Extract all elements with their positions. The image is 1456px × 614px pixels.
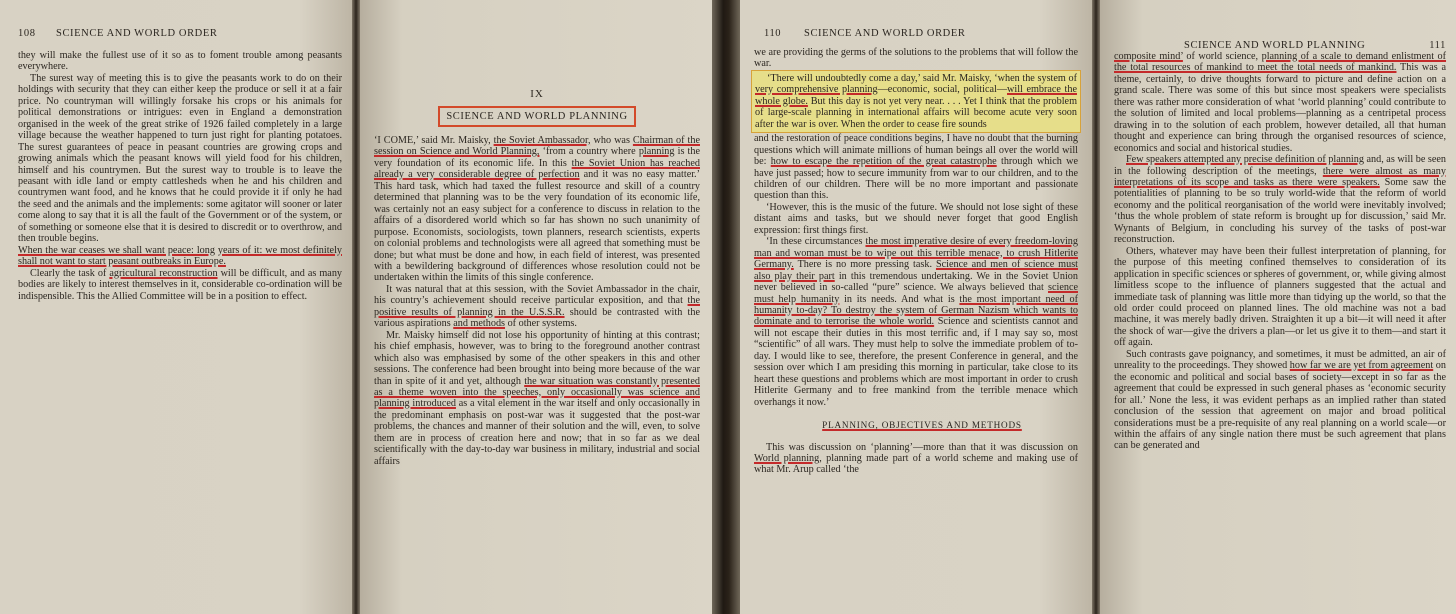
highlight-underline: planning of a scale to demand enlistment of the total resources of mankind to meet the total needs of mankind. bbox=[1114, 51, 1447, 74]
highlight-underline: World planning, bbox=[754, 452, 822, 464]
paragraph: Such contrasts gave poignancy, and sometimes, it must be admitted, an air of unreality to the proceedings. They showed how far we are yet from agreement on the economic and political and social bases of society—except in so far as the agreement that could be expressed in such general phases as ‘economic security for all.’ None the less, it was evident perhaps as an implied rather than stated conclusion of the session that agreement on major and broad political considerations must be a pre-requisite of any real planning on a world scale—or within the affairs of any single nation there must be such agreement that plans can be generated and bbox=[1114, 348, 1446, 452]
paragraph: Others, whatever may have been their fullest interpretation of planning, for the purpose of this meeting confined themselves to consideration of its application in specific sciences or spheres of government, or, while giving almost limitless scope to the influence of planners suggested that the actual and immediate task of planning was little more than tidying up the world, so that the old order could proceed on planned lines. The old machine was not a bad machine, it was merely badly driven. Straighten it up a bit—it will need it after the shock of war—give the drivers a plan—or let us give it to them—and start it off again. bbox=[1114, 245, 1447, 349]
highlight-underline: will embrace the whole globe. bbox=[755, 84, 1077, 107]
highlight-underline: Chairman of the session on Science and World Planning, bbox=[374, 135, 700, 158]
running-head-title: SCIENCE AND WORLD ORDER bbox=[804, 28, 966, 39]
highlight-underline: the Soviet Union has reached already a very considerable degree of perfection bbox=[374, 157, 700, 181]
highlight-underline: composite mind’ bbox=[1114, 51, 1183, 62]
highlight-underline: how far we are yet from agreement bbox=[1289, 360, 1434, 372]
highlight-underline: Few speakers attempted any precise definition of planning bbox=[1126, 154, 1364, 166]
paragraph: ‘In these circumstances the most imperative desire of every freedom-loving man and woman must be to wipe out this terrible menace, to crush Hitlerite Germany. There is no more pressing task. Science and men of science must also play their part in this tremendous undertaking. We in the Soviet Union never believed in so-called “pure” science. We always believed that science must help humanity in its needs. And what is the most important need of humanity to-day? To destroy the system of German Nazism which wants to dominate and to terrorise the whole world. Science and scientists cannot and will not escape their duties in this most terrific and, if I may say so, most “scientific” of all wars. They must help to solve the immediate problem of to-day. I would like to see, therefore, the present Conference in general, and the session over which I am presiding this morning in particular, take close to its heart these questions and problems which are most important in order to crush Hitlerite Germany and to free mankind from the terrible menace which overhangs it now.’ bbox=[754, 236, 1079, 408]
page-body bbox=[374, 135, 700, 467]
highlight-underline: there were almost as many interpretations of its scope and tasks as there were speakers. bbox=[1114, 165, 1446, 188]
paragraph: Few speakers attempted any precise definition of planning and, as will be seen in the following description of the meetings, there were almost as many interpretations of its scope and tasks as there were speakers. Some saw the potentialities of planning to be so truly world-wide that the reform of world economy and the political reorganisation of the world were inevitably involved; ‘thus the whole problem of state reform is brought up for discussion,’ said Mr. Wynants of Belgium, in concluding his survey of the tasks of post-war reconstruction. bbox=[1114, 154, 1446, 246]
running-head bbox=[1114, 40, 1446, 54]
paragraph: Mr. Maisky himself did not lose his opportunity of hinting at this contrast; his chief emphasis, however, was to bring to the foreground another contrast which also was emphasised by some of the other speakers in this and other sessions. The conference had been brought into being more because of the war than in spite of it and yet, although the war situation was constantly presented as a theme woven into the speeches, only occasionally was science and planning introduced as a vital element in the war itself and only occasionally in the predominant emphasis on post-war was it suggested that the post-war problems, the chances and manner of their solution and the will, even, to solve them are in process of creation here and now; that in so far as we deal scientifically with the day-to-day war business in military, industrial and social affairs bbox=[374, 329, 700, 467]
running-head-title: SCIENCE AND WORLD ORDER bbox=[56, 28, 218, 39]
page-108 bbox=[0, 0, 352, 614]
page-number: 108 bbox=[18, 28, 36, 39]
book-gutter bbox=[1092, 0, 1100, 614]
highlight-underline: planning bbox=[638, 146, 675, 158]
paragraph: ‘There will undoubtedly come a day,’ said Mr. Maisky, ‘when the system of very comprehensive planning—economic, social, political—will embrace the whole globe. But this day is not yet very near. . . . Yet I think that the problem of large-scale planning in international affairs will become acute very soon after the war is over. When the order to cease fire sounds bbox=[755, 72, 1078, 130]
page-body bbox=[1114, 51, 1446, 452]
highlight-underline: agricultural reconstruction bbox=[109, 267, 218, 279]
highlight-underline: and methods bbox=[453, 318, 506, 330]
paragraph: they will make the fullest use of it so as to foment trouble among peasants everywhere. bbox=[18, 50, 342, 73]
section-heading: PLANNING, OBJECTIVES AND METHODS bbox=[822, 420, 1022, 431]
highlight-underline: the Soviet Ambassador, bbox=[493, 135, 591, 146]
spread-divider bbox=[712, 0, 740, 614]
chapter-number: IX bbox=[530, 88, 544, 100]
page-body bbox=[754, 47, 1078, 476]
highlight-underline: very comprehensive planning bbox=[755, 84, 878, 96]
chapter-title-boxed: SCIENCE AND WORLD PLANNING bbox=[438, 106, 635, 127]
highlight-underline: the most imperative desire of every freedom-loving man and woman must be to wipe out this terrible menace, to crush Hitlerite Germany. bbox=[754, 236, 1078, 271]
running-head-title: SCIENCE AND WORLD PLANNING bbox=[1184, 40, 1366, 51]
highlight-underline: the most important need of humanity to-day? To destroy the system of German Nazism which wants to dominate and to terrorise the whole world. bbox=[754, 293, 1078, 328]
paragraph: It was natural that at this session, with the Soviet Ambassador in the chair, his country’s achievement should receive particular exposition, and that the positive results of planning in the U.S.S.R. should be contrasted with the various aspirations and methods of other systems. bbox=[374, 283, 700, 330]
highlighted-quote-box bbox=[751, 70, 1081, 133]
book-gutter bbox=[352, 0, 360, 614]
paragraph: This was discussion on ‘planning’—more than that it was discussion on World planning, planning made part of a world scheme and making use of what Mr. Arup called ‘the bbox=[754, 441, 1078, 476]
highlight-underline: the positive results of planning in the U.S.S.R. bbox=[374, 295, 700, 318]
paragraph: and the restoration of peace conditions begins, I have no doubt that the burning questions which will animate millions of human beings all over the world will be: how to escape the repetition of the great catastrophe through which we have just passed; how to secure immunity from war to our children, and to the children of our children. There will be no more important and passionate question than this. bbox=[754, 133, 1079, 202]
highlight-underline: Science and men of science must also play their part bbox=[754, 259, 1078, 282]
page-111 bbox=[1100, 0, 1456, 614]
highlight-underline: the war situation was constantly presented as a theme woven into the speeches, only occasionally was science and planning introduced bbox=[374, 375, 700, 410]
paragraph: composite mind’ of world science, planning of a scale to demand enlistment of the total resources of mankind to meet the total needs of mankind. This was a theme, certainly, to drive thoughts forward to picture and define action on a grand scale. There was some of this but since most speakers were specialists there was rather more consideration of what ‘world planning’ could contribute to the solution of limited and local problems—planning as a centripetal process drawing in to the solution of each problem, however detailed, all that human thought and experience can bring through the organised resources of science, economics and social and historical studies. bbox=[1114, 51, 1447, 154]
page-body bbox=[18, 50, 342, 302]
paragraph: ‘I COME,’ said Mr. Maisky, the Soviet Ambassador, who was Chairman of the session on Science and World Planning, ‘from a country where planning is the very foundation of its economic life. In this the Soviet Union has reached already a very considerable degree of perfection and it was no easy matter.’ This hard task, which had taxed the fullest resource and skill of a country determined that planning was to be the very foundation of its economic life, was certainly not an easy subject for a conference to discuss in relation to the affairs of a disordered world which so far has shown no such unanimity of purpose. Economists, sociologists, town planners, research scientists, experts on colonial problems and technologists were all agreed that something must be done; but what must be done and how, in each field of interest, was presented with a bewildering background of differences whose resolution could not be undertaken within the limits of this single conference. bbox=[374, 135, 700, 284]
highlight-underline: science must help humanity bbox=[754, 282, 1078, 305]
page-109 bbox=[360, 0, 712, 614]
paragraph: we are providing the germs of the solutions to the problems that will follow the war. bbox=[754, 47, 1078, 70]
paragraph: The surest way of meeting this is to give the peasants work to do on their holdings with security that they can either keep the produce or sell it at a fair price. No countryman will willingly forsake his crops or his animals for political demonstrations or intrigues: even in England a demonstration organised in the week of the great strike of 1926 failed completely in a large village because the weather happened to turn just right for planting potatoes. The surest guarantees of peace in peasant countries are growing crops and growing animals which the peasant knows will yield food for his children, himself and his countrymen. But the surest way to trouble is to leave the peasant with idle land or empty cattlesheds when he and his children and countrymen want food, and he knows that he could provide it if only he had the seed and the animals and the implements: some agitator will sooner or later come along to say that it is all the fault of the Government or of the system, or of something or someone else that it is desired to discredit or to overthrow, and then trouble begins. bbox=[18, 72, 342, 245]
highlight-underline: When the war ceases we shall want peace: long years of it: we most definitely shall not want to start peasant outbreaks in Europe. bbox=[18, 244, 342, 268]
paragraph: ‘However, this is the music of the future. We should not lose sight of these distant aims and tasks, but we should never forget that good English expression: first things first. bbox=[754, 201, 1078, 236]
page-number: 111 bbox=[1429, 40, 1446, 51]
page-number: 110 bbox=[764, 28, 782, 39]
running-head bbox=[754, 28, 1078, 42]
highlight-underline: how to escape the repetition of the great catastrophe bbox=[770, 156, 997, 168]
page-110 bbox=[740, 0, 1092, 614]
running-head bbox=[18, 28, 342, 42]
paragraph: Clearly the task of agricultural reconstruction will be difficult, and as many bodies are likely to interest themselves in it, considerable co-ordination will be indispensible. This the Allied Committee will be in a position to effect. bbox=[18, 267, 343, 302]
